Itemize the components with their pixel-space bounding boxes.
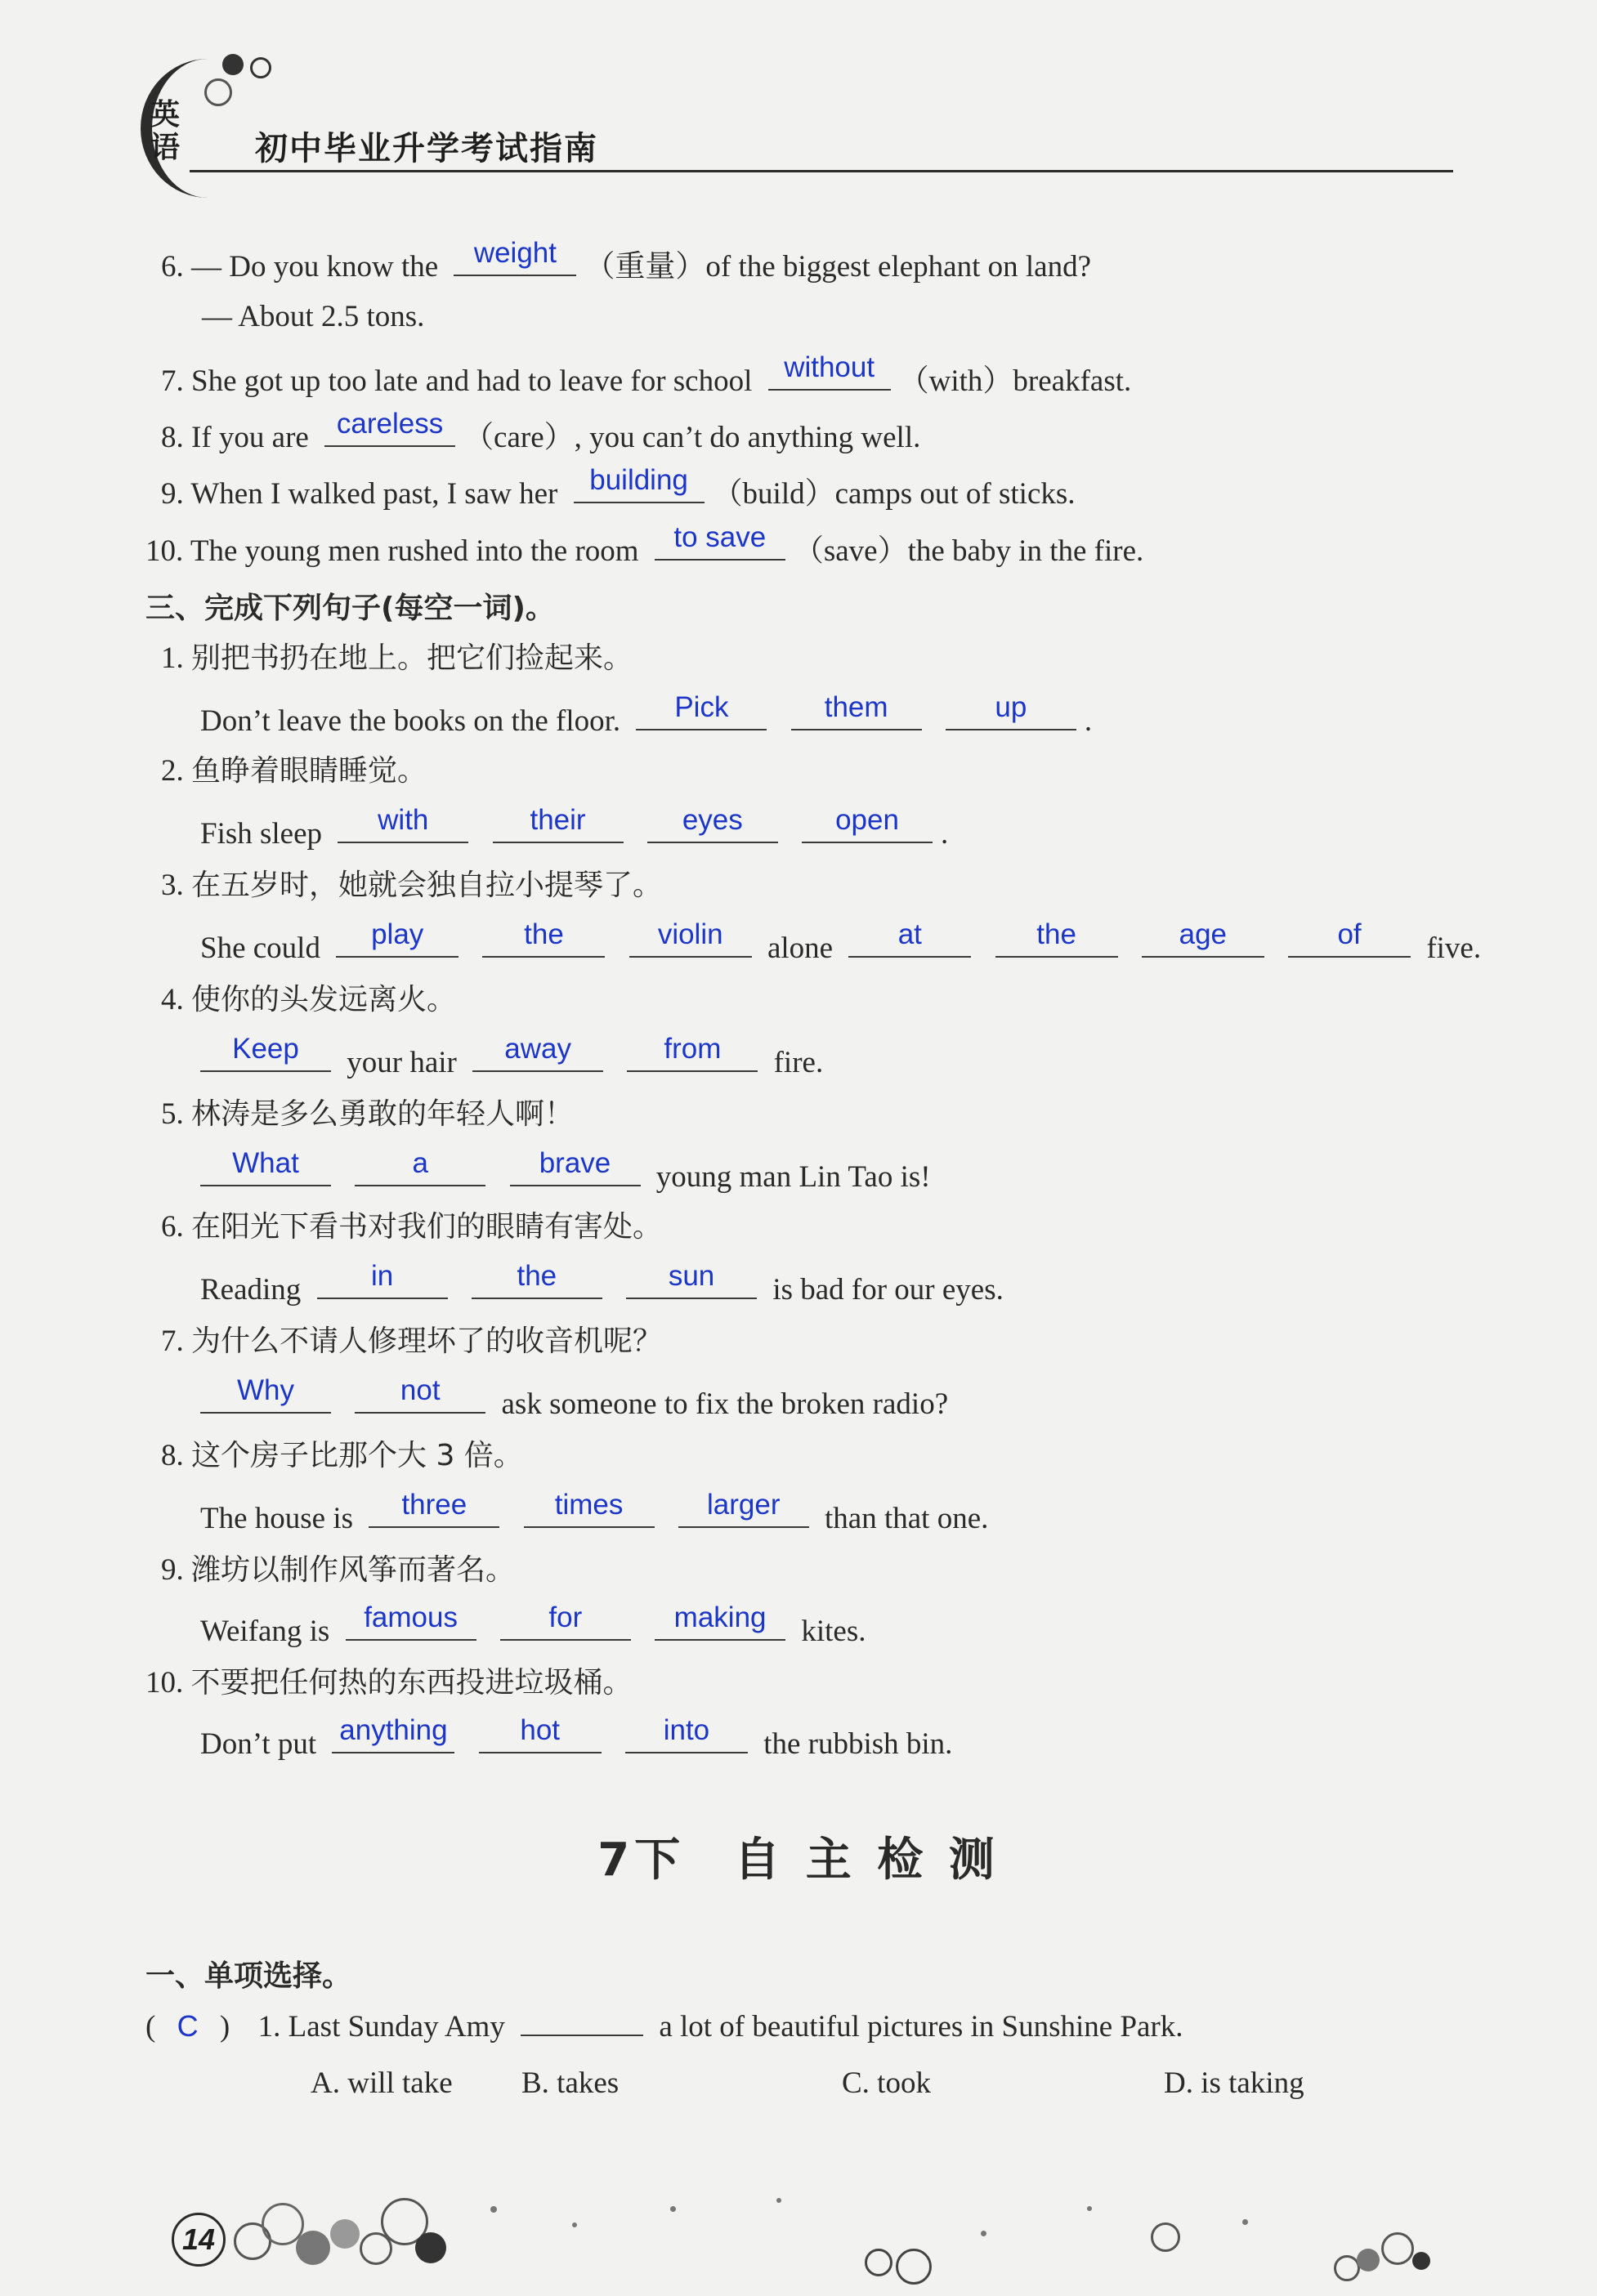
footer-dot-icon [415,2232,446,2263]
answer-text: up [995,691,1027,723]
question-number: 6. [161,250,184,284]
item-8-chinese [161,1436,523,1476]
footer-dot-icon [776,2198,781,2203]
item-2-chinese [161,752,427,791]
mc-answer[interactable]: C [177,2009,199,2043]
footer-dot-icon [1357,2249,1380,2271]
item-7-chinese [161,1322,662,1361]
answer-text: sun [668,1260,715,1292]
item-number: 1. [161,641,184,675]
answer-text: violin [657,918,723,950]
footer-dot-icon [296,2231,330,2265]
question-number: 1. [257,2010,281,2044]
chinese-sentence: 在阳光下看书对我们的眼睛有害处。 [191,1210,663,1244]
question-text: a lot of beautiful pictures in Sunshine Park. [659,2010,1183,2044]
header-rule [190,170,1453,172]
answer-blank[interactable] [200,1374,331,1414]
sentence-text: . [941,817,949,851]
answer-blank[interactable] [200,1147,331,1186]
mc-question-1 [145,2007,1183,2047]
section-heading: 三、完成下列句子(每空一词)。 [145,592,555,625]
item-1-english [200,691,1093,741]
chapter-name: 自 主 检 测 [734,1834,1000,1887]
question-text: — Do you know the [191,250,439,284]
question-number: 7. [161,364,184,398]
answer-blank[interactable] [655,521,785,561]
option-b[interactable]: B. takes [521,2066,620,2100]
answer-text: the [517,1260,557,1292]
answer-blank[interactable] [510,1147,641,1186]
item-number: 8. [161,1439,184,1472]
question-text: She got up too late and had to leave for school [191,364,753,398]
item-number: 3. [161,869,184,902]
footer-dot-icon [572,2222,577,2227]
answer-text: Pick [674,691,729,723]
question-number: 9. [161,477,184,511]
sentence-text: the rubbish bin. [763,1727,953,1761]
answer-blank[interactable] [454,237,576,276]
answer-blank[interactable] [332,1714,454,1753]
item-6-english [200,1260,1004,1310]
answer-blank[interactable] [346,1601,476,1641]
question-text: The young men rushed into the room [190,534,639,568]
answer-blank[interactable] [946,691,1076,730]
answer-blank[interactable] [629,918,752,958]
answer-text: a [412,1147,428,1179]
footer-ring-icon [1381,2232,1414,2265]
sentence-text: your hair [347,1046,457,1079]
answer-text: their [530,804,586,836]
answer-blank[interactable] [479,1714,602,1753]
chinese-sentence: 在五岁时，她就会独自拉小提琴了。 [191,869,663,902]
answer-blank[interactable] [802,804,933,843]
item-2-english [200,804,949,854]
answer-text: in [370,1260,394,1292]
footer-dot-icon [1412,2252,1430,2270]
answer-text: making [673,1601,767,1633]
answer-blank[interactable] [647,804,778,843]
footer-dot-icon [1087,2206,1092,2211]
answer-text: careless [336,408,444,440]
question-number: 8. [161,421,184,454]
header-subject: 英语 [150,97,181,164]
header-ring-icon [204,78,232,106]
answer-text: with [378,804,429,836]
header-ring-icon [250,57,271,78]
question-6 [161,237,1092,287]
item-9-chinese [161,1551,515,1590]
item-number: 6. [161,1210,184,1244]
answer-text: anything [339,1714,448,1746]
question-text: Last Sunday Amy [288,2010,505,2044]
answer-text: famous [364,1601,458,1633]
sentence-text: Weifang is [200,1615,330,1648]
answer-blank[interactable] [848,918,971,958]
header-dot-icon [222,54,244,75]
answer-text: not [400,1374,441,1406]
footer-dot-icon [490,2206,497,2213]
item-3-english [200,918,1482,968]
answer-text: open [835,804,899,836]
answer-text: brave [539,1147,611,1179]
item-10-chinese [145,1664,633,1703]
question-text: When I walked past, I saw her [190,477,558,511]
chinese-sentence: 林涛是多么勇敢的年轻人啊！ [191,1097,575,1131]
answer-blank[interactable] [574,464,705,503]
answer-blank[interactable] [482,918,605,958]
answer-text: times [554,1489,624,1521]
question-9 [161,464,1076,514]
sentence-text: than that one. [825,1502,989,1535]
answer-text: age [1179,918,1228,950]
answer-paren-open: ( [145,2010,156,2044]
sentence-text: Reading [200,1273,302,1307]
option-a[interactable]: A. will take [311,2066,453,2100]
answer-text: from [664,1033,722,1065]
answer-blank[interactable] [472,1260,602,1299]
answer-blank[interactable] [324,408,455,447]
question-hint: （care）, you can’t do anything well. [463,421,921,454]
item-number: 10. [145,1666,184,1700]
sentence-text: five. [1426,931,1482,965]
question-10 [145,521,1144,571]
answer-text: the [1036,918,1076,950]
answer-text: larger [707,1489,781,1521]
answer-text: them [824,691,888,723]
answer-blank[interactable] [768,351,891,391]
answer-blank[interactable] [636,691,767,730]
chinese-sentence: 使你的头发远离火。 [191,983,457,1016]
answer-blank[interactable] [200,1033,331,1072]
item-6-chinese [161,1208,662,1247]
item-5-chinese [161,1095,574,1134]
chinese-sentence: 鱼睁着眼睛睡觉。 [191,754,427,788]
answer-text: for [548,1601,583,1633]
footer-dot-icon [330,2219,360,2249]
chapter-title [0,1824,1597,1889]
answer-paren-close: ) [219,2010,230,2044]
footer-dot-icon [981,2231,986,2236]
item-3-chinese [161,866,662,905]
answer-blank[interactable] [317,1260,448,1299]
sentence-text: Don’t leave the books on the floor. [200,704,621,738]
answer-blank[interactable] [626,1260,757,1299]
question-hint: （with）breakfast. [898,364,1132,398]
answer-text: play [371,918,424,950]
question-hint: （build）camps out of sticks. [712,477,1076,511]
answer-blank[interactable] [995,918,1118,958]
answer-text: Why [237,1374,294,1406]
answer-text: without [784,351,875,383]
item-number: 2. [161,754,184,788]
answer-blank[interactable] [655,1601,785,1641]
answer-blank[interactable] [338,804,468,843]
sentence-text: fire. [773,1046,824,1079]
answer-blank[interactable] [678,1489,809,1528]
item-8-english [200,1489,989,1539]
sentence-text: . [1084,704,1093,738]
answer-text: to save [673,521,767,553]
sentence-text: The house is [200,1502,354,1535]
item-4-chinese [161,980,456,1020]
sentence-text: kites. [801,1615,866,1648]
answer-text: eyes [682,804,743,836]
item-1-chinese [161,639,633,678]
sentence-text: ask someone to fix the broken radio? [501,1387,949,1421]
chapter-label: 7下 [597,1834,686,1887]
footer-ring-icon [896,2249,932,2285]
answer-text: What [232,1147,299,1179]
footer-ring-icon [865,2249,892,2276]
answer-blank[interactable] [472,1033,603,1072]
sentence-text: alone [767,931,834,965]
page-number: 14 [172,2213,226,2267]
answer-text: Keep [232,1033,299,1065]
answer-blank[interactable] [493,804,624,843]
answer-blank[interactable] [500,1601,631,1641]
chinese-sentence: 别把书扔在地上。把它们捡起来。 [191,641,633,675]
option-c[interactable]: C. took [842,2066,931,2100]
answer-blank[interactable] [369,1489,499,1528]
item-number: 4. [161,983,184,1016]
item-4-english [192,1033,824,1083]
item-9-english [200,1601,866,1651]
answer-blank[interactable] [625,1714,748,1753]
item-10-english [200,1714,953,1764]
header-title: 初中毕业升学考试指南 [255,129,598,168]
chinese-sentence: 潍坊以制作风筝而著名。 [191,1553,516,1587]
sentence-text: Fish sleep [200,817,323,851]
answer-text: building [589,464,688,496]
question-8 [161,408,921,458]
question-hint: （save）the baby in the fire. [793,534,1144,568]
answer-text: into [663,1714,710,1746]
question-text: If you are [191,421,309,454]
sentence-text: She could [200,931,320,965]
answer-blank[interactable] [791,691,922,730]
chinese-sentence: 不要把任何热的东西投进垃圾桶。 [190,1666,633,1700]
question-number: 10. [145,534,184,568]
answer-text: the [524,918,564,950]
answer-blank[interactable] [1288,918,1411,958]
sentence-text: is bad for our eyes. [772,1273,1004,1307]
answer-blank[interactable] [627,1033,758,1072]
option-d[interactable]: D. is taking [1164,2066,1304,2100]
answer-text: hot [520,1714,561,1746]
footer-dot-icon [670,2206,676,2212]
answer-blank[interactable] [1142,918,1264,958]
section-heading: 一、单项选择。 [145,1959,352,1993]
answer-text: at [897,918,922,950]
item-7-english [192,1374,949,1424]
answer-text: three [401,1489,467,1521]
item-number: 7. [161,1324,184,1358]
answer-blank[interactable] [524,1489,655,1528]
answer-text: of [1337,918,1362,950]
chinese-sentence: 为什么不请人修理坏了的收音机呢？ [191,1324,663,1358]
question-7 [161,351,1132,401]
chinese-sentence: 这个房子比那个大 3 倍。 [191,1439,523,1472]
item-number: 9. [161,1553,184,1587]
answer-text: away [504,1033,571,1065]
answer-blank[interactable] [336,918,459,958]
answer-blank[interactable] [355,1147,485,1186]
item-5-english [192,1147,931,1197]
answer-text: weight [473,237,557,269]
answer-blank[interactable] [521,2007,643,2036]
item-number: 5. [161,1097,184,1131]
sentence-text: Don’t put [200,1727,317,1761]
footer-ring-icon [1151,2222,1180,2252]
answer-blank[interactable] [355,1374,485,1414]
sentence-text: young man Lin Tao is! [655,1160,931,1194]
question-hint: （重量）of the biggest elephant on land? [584,250,1092,284]
footer-dot-icon [1242,2219,1248,2225]
question-6-reply: — About 2.5 tons. [202,300,425,333]
